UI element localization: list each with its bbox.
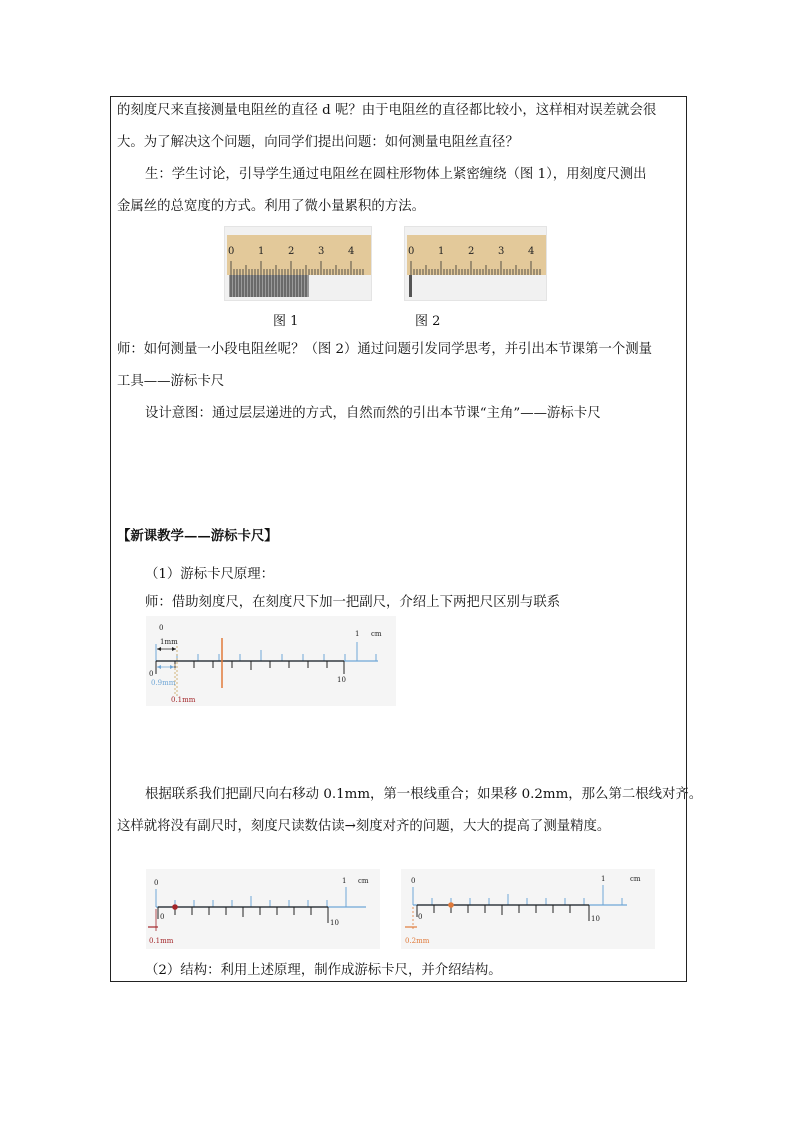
paragraph-line: 金属丝的总宽度的方式。利用了微小量累积的方法。 [117,199,425,214]
label-zero-top: 0 [411,877,416,885]
label-zero-bottom: 0 [149,670,154,678]
figure-2-caption: 图 2 [415,314,441,329]
label-ten: 10 [330,919,339,927]
vernier-shift-0-2mm-diagram [401,869,655,949]
label-1mm: 1mm [160,638,178,646]
paragraph-line: （1）游标卡尺原理： [145,567,275,582]
label-0-1mm: 0.1mm [171,696,196,704]
label-ten: 10 [591,915,600,923]
ruler-number: 4 [528,246,535,257]
label-one: 1 [355,630,360,638]
label-zero-bottom: 0 [418,913,423,921]
ruler-number: 0 [408,246,415,257]
label-ten: 10 [337,676,346,684]
label-shift: 0.1mm [149,937,174,945]
ruler-number: 2 [288,246,295,257]
figure-2-photo [404,226,547,301]
label-cm: cm [630,875,641,883]
section-heading: 【新课教学——游标卡尺】 [117,528,278,544]
ruler-number: 3 [498,246,505,257]
ruler-number: 2 [468,246,475,257]
paragraph-line: （2）结构：利用上述原理，制作成游标卡尺，并介绍结构。 [145,963,502,978]
label-0-9mm: 0.9mm [151,679,176,687]
wire-segment [409,275,412,297]
label-cm: cm [358,877,369,885]
label-one: 1 [342,877,347,885]
paragraph-line: 师：借助刻度尺，在刻度尺下加一把副尺，介绍上下两把尺区别与联系 [145,595,561,610]
paragraph-line: 大。为了解决这个问题，向同学们提出问题：如何测量电阻丝直径？ [117,135,519,150]
figure-1-photo [224,226,372,301]
label-one: 1 [601,875,606,883]
label-zero-top: 0 [154,879,159,887]
ruler-number: 1 [438,246,445,257]
paragraph-line: 工具——游标卡尺 [117,374,225,389]
label-zero-bottom: 0 [160,913,165,921]
vernier-principle-diagram [146,616,396,706]
ruler-number: 3 [318,246,325,257]
ruler-number: 4 [348,246,355,257]
paragraph-line: 这样就将没有副尺时，刻度尺读数估读→刻度对齐的问题，大大的提高了测量精度。 [117,819,611,834]
ruler-number: 1 [258,246,265,257]
figure-1-caption: 图 1 [273,314,299,329]
paragraph-line: 的刻度尺来直接测量电阻丝的直径 d 呢？由于电阻丝的直径都比较小，这样相对误差就会很 [117,103,657,118]
paragraph-line: 师：如何测量一小段电阻丝呢？（图 2）通过问题引发同学思考，并引出本节课第一个测量 [117,342,653,357]
paragraph-line: 设计意图：通过层层递进的方式，自然而然的引出本节课“主角”——游标卡尺 [145,406,601,421]
label-cm: cm [371,630,382,638]
paragraph-line: 根据联系我们把副尺向右移动 0.1mm，第一根线重合；如果移 0.2mm，那么第二根线对齐。 [145,787,703,802]
label-zero-top: 0 [159,624,164,632]
label-shift: 0.2mm [405,937,430,945]
vernier-shift-0-1mm-diagram [146,869,380,949]
paragraph-line: 生：学生讨论，引导学生通过电阻丝在圆柱形物体上紧密缠绕（图 1），用刻度尺测出 [145,167,647,182]
ruler-number: 0 [228,246,235,257]
